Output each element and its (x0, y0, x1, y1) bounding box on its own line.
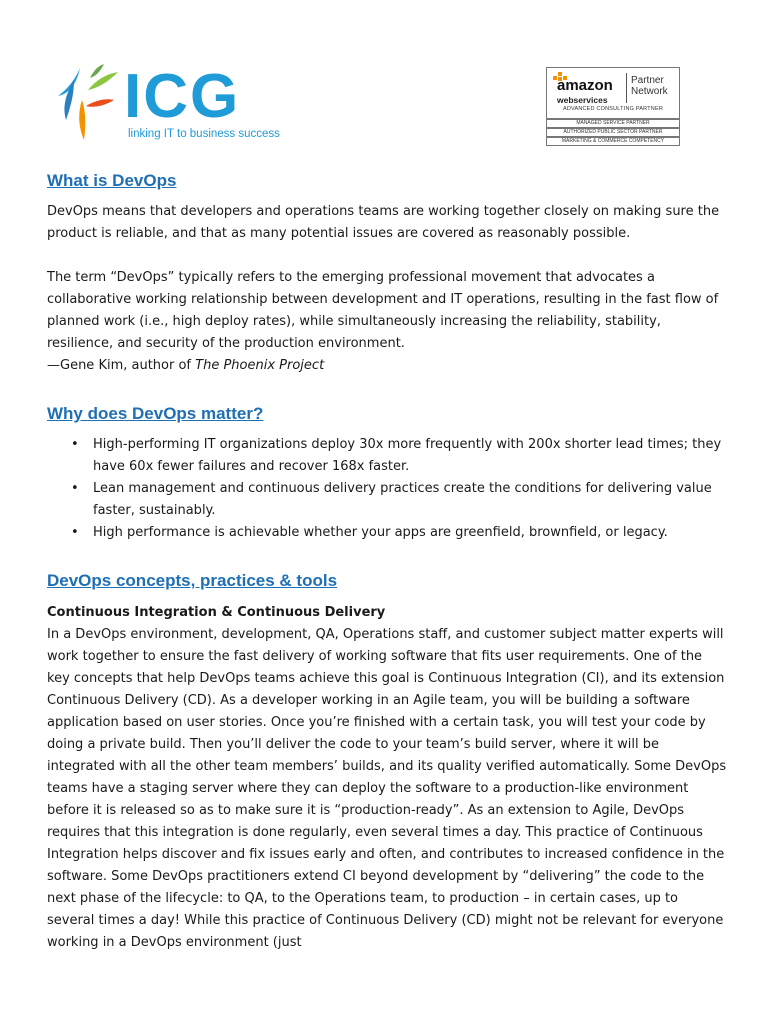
icg-logo-wordmark: ICG (124, 62, 241, 131)
icg-tagline: linking IT to business success (128, 128, 280, 140)
subheading-ci-cd: Continuous Integration & Continuous Delivery (47, 605, 386, 620)
document-body (47, 170, 727, 954)
list-item: • Lean management and continuous delivery practices create the conditions for delivering value faster, sustainably. (93, 478, 727, 522)
aws-partner-box (546, 67, 680, 119)
aws-partner-line1: Partner (631, 75, 664, 86)
attribution-prefix: —Gene Kim, author of (47, 358, 196, 373)
section-heading-what-is-devops: What is DevOps (47, 171, 177, 190)
aws-brand-sub: webservices (557, 95, 608, 105)
aws-badge-row: AUTHORIZED PUBLIC SECTOR PARTNER (546, 128, 680, 137)
aws-divider (626, 73, 627, 103)
icg-logo-mark-icon (52, 60, 122, 144)
attribution (47, 355, 727, 377)
aws-tier: ADVANCED CONSULTING PARTNER (562, 106, 664, 112)
book-title: The Phoenix Project (195, 358, 325, 373)
aws-partner-badge (546, 67, 680, 147)
section-heading-why-devops-matters: Why does DevOps matter? (47, 404, 264, 423)
aws-partner-network (631, 75, 668, 97)
list-item: • High performance is achievable whether your apps are greenfield, brownfield, or legacy. (93, 522, 727, 544)
bullet-list (47, 434, 727, 544)
section-heading-devops-concepts: DevOps concepts, practices & tools (47, 571, 338, 590)
aws-badge-row: MARKETING & COMMERCE COMPETENCY (546, 137, 680, 146)
icg-logo (52, 60, 282, 150)
aws-badge-row: MANAGED SERVICE PARTNER (546, 119, 680, 128)
aws-partner-line2: Network (631, 86, 668, 97)
paragraph: DevOps means that developers and operations teams are working together closely on making sure the product is reliable, and that as many potential issues are covered as reasonably possible. (47, 204, 720, 241)
paragraph: The term “DevOps” typically refers to the emerging professional movement that advocates a collaborative working relationship between development and IT operations, resulting in the fast flow of planned work (i.e., high deploy rates), while simultaneously increasing the reliability, stability, resilience, and security of the production environment. (47, 270, 719, 351)
list-item: • High-performing IT organizations deploy 30x more frequently with 200x shorter lead times; they have 60x fewer failures and recover 168x faster. (93, 434, 727, 478)
paragraph: In a DevOps environment, development, QA, Operations staff, and customer subject matter experts will work together to ensure the fast delivery of working software that fits user requirements. One of the key concepts that help DevOps teams achieve this goal is Continuous Integration (CI), and its extension Continuous Delivery (CD). As a developer working in an Agile team, you will be building a software application based on user stories. Once you’re finished with a certain task, you will test your code by doing a private build. Then you’ll deliver the code to your team’s build server, where it will be integrated with all the other team members’ builds, and its quality verified automatically. Some DevOps teams have a staging server where they can deploy the software to a production-like environment before it is released so as to make sure it is “production-ready”. As an extension to Agile, DevOps requires that this integration is done regularly, even several times a day. This practice of Continuous Integration helps discover and fix issues early and often, and contributes to increased confidence in the software. Some DevOps practitioners extend CI beyond development by “delivering” the code to the next phase of the lifecycle: to QA, to the Operations team, to production – in certain cases, up to several times a day! While this practice of Continuous Delivery (CD) might not be relevant for everyone working in a DevOps environment (just (47, 627, 727, 950)
aws-brand: amazon (557, 77, 613, 94)
